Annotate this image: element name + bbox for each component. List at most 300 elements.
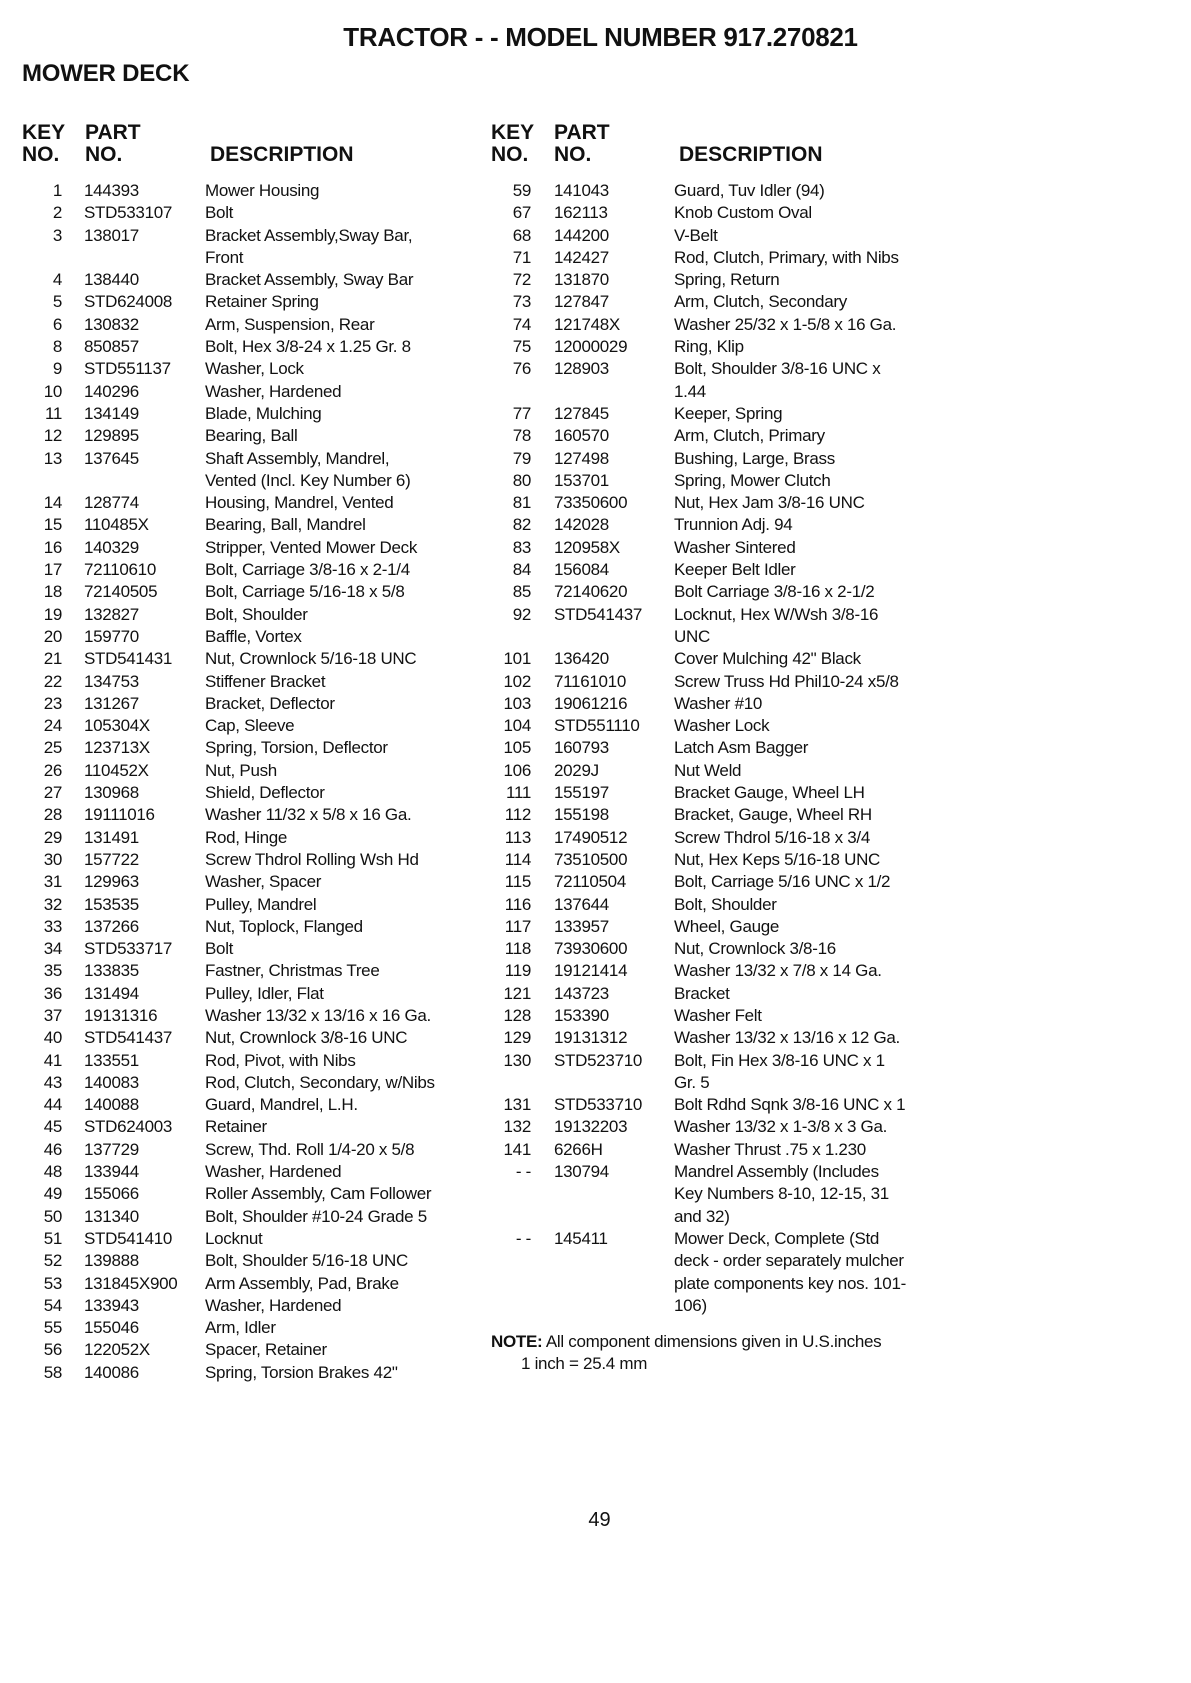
part-description: Screw Thdrol Rolling Wsh Hd (205, 849, 419, 869)
part-description: Bolt Carriage 3/8-16 x 2-1/2 (674, 582, 875, 602)
key-number: 20 (43, 626, 62, 646)
key-number: 19 (43, 604, 62, 624)
part-description: Arm, Suspension, Rear (205, 314, 375, 334)
part-number: 139888 (84, 1251, 139, 1271)
key-number: 50 (43, 1206, 62, 1226)
part-description: Nut Weld (674, 760, 742, 780)
table-row (22, 693, 482, 715)
table-row (491, 425, 951, 447)
part-number: 134753 (84, 671, 139, 691)
key-number: 105 (503, 738, 531, 758)
page-title: TRACTOR - - MODEL NUMBER 917.270821 (343, 22, 858, 52)
table-row (22, 626, 482, 648)
table-row (22, 403, 482, 425)
key-number: 43 (43, 1072, 62, 1092)
part-number: 133551 (84, 1050, 139, 1070)
table-row (491, 336, 951, 358)
part-number: STD533717 (84, 939, 173, 959)
part-description: Bolt, Carriage 5/16 UNC x 1/2 (674, 872, 891, 892)
key-number: 79 (512, 448, 531, 468)
key-number: 15 (43, 515, 62, 535)
part-description: Rod, Clutch, Primary, with Nibs (674, 247, 899, 267)
part-description: V-Belt (674, 225, 718, 245)
key-number: 113 (504, 827, 531, 847)
section-title: MOWER DECK (22, 60, 190, 87)
key-number: 82 (512, 515, 531, 535)
part-number: 157722 (84, 849, 139, 869)
part-description: Bracket Assembly,Sway Bar, Front (205, 225, 413, 267)
table-row (22, 1094, 482, 1116)
key-number: 85 (512, 582, 531, 602)
part-number: STD541437 (84, 1028, 173, 1048)
column-header (22, 122, 482, 170)
table-row (22, 604, 482, 626)
part-description: Locknut (205, 1228, 263, 1248)
table-row (491, 827, 951, 849)
part-description: Bolt, Hex 3/8-24 x 1.25 Gr. 8 (205, 337, 411, 357)
part-number: 128903 (554, 359, 609, 379)
part-description: Ring, Klip (674, 337, 744, 357)
part-description: Mower Deck, Complete (Std deck - order separately mulcher plate components key nos. 101- 106) (674, 1228, 906, 1315)
part-description: Bolt, Carriage 5/16-18 x 5/8 (205, 582, 405, 602)
key-number: 128 (503, 1005, 531, 1025)
part-description: Cover Mulching 42" Black (674, 649, 861, 669)
part-number: STD533710 (554, 1095, 643, 1115)
part-description: Rod, Pivot, with Nibs (205, 1050, 356, 1070)
part-description: Rod, Hinge (205, 827, 288, 847)
key-number: 44 (43, 1095, 62, 1115)
key-number: - - (515, 1162, 531, 1182)
part-header-no: NO. (85, 143, 123, 166)
key-number: 18 (43, 582, 62, 602)
table-row (22, 1161, 482, 1183)
key-number: 141 (503, 1139, 531, 1159)
key-number: 130 (503, 1050, 531, 1070)
table-row (491, 247, 951, 269)
key-header: KEY (491, 121, 535, 144)
part-description: Nut, Hex Jam 3/8-16 UNC (674, 493, 865, 513)
part-description: Washer, Hardened (205, 1295, 342, 1315)
table-row (491, 1139, 951, 1161)
part-description: Latch Asm Bagger (674, 738, 809, 758)
table-row (22, 1273, 482, 1295)
key-number: 131 (503, 1095, 531, 1115)
key-number: 53 (43, 1273, 62, 1293)
part-number: 155198 (554, 805, 609, 825)
key-number: 84 (512, 560, 531, 580)
part-number: 19121414 (554, 961, 628, 981)
part-number: 73350600 (554, 493, 628, 513)
part-description: Bearing, Ball (205, 426, 298, 446)
key-number: 103 (503, 693, 531, 713)
table-row (22, 1116, 482, 1138)
key-number: 40 (43, 1028, 62, 1048)
key-number: 30 (43, 849, 62, 869)
table-row (22, 336, 482, 358)
table-row (22, 180, 482, 202)
part-number: STD541431 (84, 649, 173, 669)
key-number: 117 (504, 916, 531, 936)
part-number: 153535 (84, 894, 139, 914)
part-number: 132827 (84, 604, 139, 624)
table-row (22, 849, 482, 871)
key-number: 49 (43, 1184, 62, 1204)
key-number: 1 (52, 181, 62, 200)
table-row (491, 671, 951, 693)
part-number: 73930600 (554, 939, 628, 959)
table-row (22, 938, 482, 960)
table-row (22, 225, 482, 270)
key-number: 11 (44, 403, 62, 423)
table-row (22, 894, 482, 916)
part-description: Wheel, Gauge (674, 916, 780, 936)
table-row (491, 269, 951, 291)
table-row (491, 849, 951, 871)
part-description: Nut, Crownlock 5/16-18 UNC (205, 649, 417, 669)
part-number: 130968 (84, 783, 139, 803)
part-header-no: NO. (554, 143, 592, 166)
part-number: 153701 (554, 470, 609, 490)
table-row (491, 782, 951, 804)
part-number: 72110610 (84, 560, 156, 580)
part-description: Arm Assembly, Pad, Brake (205, 1273, 399, 1293)
part-number: 110485X (84, 515, 149, 535)
part-description: Pulley, Mandrel (205, 894, 317, 914)
part-description: Housing, Mandrel, Vented (205, 493, 394, 513)
key-number: 8 (52, 337, 62, 357)
column-header (491, 122, 951, 170)
part-number: 12000029 (554, 337, 628, 357)
key-number: 22 (43, 671, 62, 691)
table-row (22, 559, 482, 581)
part-number: 131870 (554, 270, 609, 290)
table-row (491, 559, 951, 581)
table-row (491, 358, 951, 403)
key-number: 35 (43, 961, 62, 981)
part-number: 6266H (554, 1139, 603, 1159)
key-number: 17 (43, 560, 62, 580)
part-number: 127847 (554, 292, 609, 312)
key-number: 101 (503, 649, 531, 669)
key-number: 55 (43, 1318, 62, 1338)
table-row (22, 960, 482, 982)
parts-list-right (491, 180, 951, 1317)
table-row (22, 760, 482, 782)
table-row (22, 358, 482, 380)
part-number: 141043 (554, 181, 609, 200)
part-number: 130832 (84, 314, 139, 334)
part-number: 142427 (554, 247, 609, 267)
part-description: Nut, Hex Keps 5/16-18 UNC (674, 849, 881, 869)
part-number: 143723 (554, 983, 609, 1003)
table-row (491, 514, 951, 536)
description-header: DESCRIPTION (210, 143, 354, 166)
key-number: 45 (43, 1117, 62, 1137)
key-number: 2 (52, 203, 62, 223)
table-row (491, 180, 951, 202)
key-number: 56 (43, 1340, 62, 1360)
key-number: 112 (504, 805, 531, 825)
table-row (22, 514, 482, 536)
part-description: Bracket Assembly, Sway Bar (205, 270, 414, 290)
table-row (491, 871, 951, 893)
table-row (491, 202, 951, 224)
key-number: 73 (512, 292, 531, 312)
key-number: 51 (43, 1228, 62, 1248)
part-description: Bolt, Shoulder 5/16-18 UNC (205, 1251, 408, 1271)
part-number: 155066 (84, 1184, 139, 1204)
table-row (491, 938, 951, 960)
table-row (491, 581, 951, 603)
note-text: All component dimensions given in U.S.inches (542, 1332, 882, 1352)
part-description: Washer Felt (674, 1005, 762, 1025)
part-description: Spring, Torsion Brakes 42" (205, 1362, 398, 1382)
key-number: 121 (503, 983, 531, 1003)
key-header-no: NO. (22, 143, 60, 166)
part-number: 2029J (554, 760, 599, 780)
part-number: STD541437 (554, 604, 643, 624)
part-description: Washer 13/32 x 1-3/8 x 3 Ga. (674, 1117, 888, 1137)
key-number: 27 (43, 783, 62, 803)
table-row (491, 1228, 951, 1317)
table-row (22, 648, 482, 670)
key-number: 37 (43, 1005, 62, 1025)
key-number: 52 (43, 1251, 62, 1271)
part-description: Bolt, Carriage 3/8-16 x 2-1/4 (205, 560, 410, 580)
part-description: Bolt, Fin Hex 3/8-16 UNC x 1 Gr. 5 (674, 1050, 885, 1092)
key-number: 16 (43, 537, 62, 557)
table-row (491, 1161, 951, 1228)
part-number: 17490512 (554, 827, 628, 847)
key-number: 13 (43, 448, 62, 468)
table-row (491, 1027, 951, 1049)
part-number: 850857 (84, 337, 139, 357)
key-number: 129 (503, 1028, 531, 1048)
part-description: Retainer (205, 1117, 267, 1137)
part-description: Roller Assembly, Cam Follower (205, 1184, 432, 1204)
key-number: 54 (43, 1295, 62, 1315)
part-description: Fastner, Christmas Tree (205, 961, 380, 981)
part-number: 159770 (84, 626, 139, 646)
part-number: 138017 (84, 225, 139, 245)
part-number: 131340 (84, 1206, 139, 1226)
key-number: 80 (512, 470, 531, 490)
part-description: Washer #10 (674, 693, 763, 713)
key-number: 102 (503, 671, 531, 691)
part-description: Screw Thdrol 5/16-18 x 3/4 (674, 827, 870, 847)
part-number: 156084 (554, 560, 609, 580)
part-number: 19131316 (84, 1005, 158, 1025)
table-row (22, 1250, 482, 1272)
page-number: 49 (588, 1509, 611, 1531)
key-number: 116 (504, 894, 531, 914)
table-row (22, 381, 482, 403)
table-row (491, 492, 951, 514)
part-number: STD551137 (84, 359, 171, 379)
part-description: Bolt, Shoulder (205, 604, 308, 624)
part-number: 137266 (84, 916, 139, 936)
key-number: - - (515, 1228, 531, 1248)
part-description: Guard, Mandrel, L.H. (205, 1095, 358, 1115)
part-number: 73510500 (554, 849, 628, 869)
key-number: 74 (512, 314, 531, 334)
part-description: Bolt (205, 203, 234, 223)
part-number: 121748X (554, 314, 620, 334)
table-row (491, 693, 951, 715)
key-number: 119 (504, 961, 531, 981)
table-row (22, 1295, 482, 1317)
part-description: Mower Housing (205, 181, 320, 200)
table-row (491, 804, 951, 826)
description-header: DESCRIPTION (679, 143, 823, 166)
part-number: 133957 (554, 916, 609, 936)
table-row (491, 537, 951, 559)
key-number: 72 (512, 270, 531, 290)
table-row (22, 448, 482, 493)
part-description: Rod, Clutch, Secondary, w/Nibs (205, 1072, 435, 1092)
part-number: 131494 (84, 983, 139, 1003)
note-conversion: 1 inch = 25.4 mm (521, 1354, 648, 1374)
key-number: 83 (512, 537, 531, 557)
table-row (22, 581, 482, 603)
part-number: 72110504 (554, 872, 626, 892)
table-row (22, 1362, 482, 1384)
part-number: 19131312 (554, 1028, 628, 1048)
part-number: 145411 (554, 1228, 608, 1248)
part-number: 19111016 (84, 805, 155, 825)
table-row (491, 960, 951, 982)
table-row (22, 827, 482, 849)
part-number: 128774 (84, 493, 139, 513)
key-number: 32 (43, 894, 62, 914)
key-number: 46 (43, 1139, 62, 1159)
key-number: 71 (512, 247, 531, 267)
table-row (22, 1228, 482, 1250)
part-description: Guard, Tuv Idler (94) (674, 181, 825, 200)
part-description: Nut, Push (205, 760, 277, 780)
part-description: Keeper Belt Idler (674, 560, 796, 580)
key-number: 48 (43, 1162, 62, 1182)
part-number: 162113 (554, 203, 608, 223)
key-number: 41 (43, 1050, 62, 1070)
table-row (22, 1027, 482, 1049)
key-number: 76 (512, 359, 531, 379)
part-number: 19061216 (554, 693, 628, 713)
key-number: 104 (503, 716, 531, 736)
part-description: Shaft Assembly, Mandrel, Vented (Incl. Key Number 6) (205, 448, 411, 490)
part-number: 110452X (84, 760, 149, 780)
part-description: Blade, Mulching (205, 403, 322, 423)
table-row (491, 715, 951, 737)
part-description: Trunnion Adj. 94 (674, 515, 793, 535)
key-number: 111 (506, 783, 531, 803)
table-row (22, 1072, 482, 1094)
part-description: Bracket, Deflector (205, 693, 335, 713)
part-description: Baffle, Vortex (205, 626, 302, 646)
part-description: Washer Thrust .75 x 1.230 (674, 1139, 866, 1159)
part-number: 155197 (554, 783, 609, 803)
part-number: 144200 (554, 225, 609, 245)
table-row (22, 1139, 482, 1161)
key-number: 81 (512, 493, 531, 513)
table-row (491, 648, 951, 670)
part-description: Washer 13/32 x 13/16 x 12 Ga. (674, 1028, 900, 1048)
parts-column-left (22, 122, 482, 1384)
part-number: 127498 (554, 448, 609, 468)
table-row (491, 1005, 951, 1027)
part-number: 144393 (84, 181, 139, 200)
table-row (22, 314, 482, 336)
table-row (22, 1206, 482, 1228)
part-description: Shield, Deflector (205, 783, 325, 803)
part-number: 140088 (84, 1095, 139, 1115)
part-number: 122052X (84, 1340, 150, 1360)
key-number: 132 (503, 1117, 531, 1137)
key-header-no: NO. (491, 143, 529, 166)
key-number: 115 (504, 872, 531, 892)
part-description: Bracket, Gauge, Wheel RH (674, 805, 872, 825)
key-number: 12 (43, 426, 62, 446)
part-number: 133944 (84, 1162, 139, 1182)
part-number: 129963 (84, 872, 139, 892)
table-row (22, 916, 482, 938)
key-number: 24 (43, 716, 62, 736)
part-number: 160793 (554, 738, 609, 758)
part-description: Knob Custom Oval (674, 203, 812, 223)
part-number: 140329 (84, 537, 139, 557)
table-row (22, 804, 482, 826)
part-description: Washer Lock (674, 716, 770, 736)
key-number: 14 (43, 493, 62, 513)
part-description: Bolt, Shoulder #10-24 Grade 5 (205, 1206, 427, 1226)
part-description: Screw, Thd. Roll 1/4-20 x 5/8 (205, 1139, 415, 1159)
part-description: Keeper, Spring (674, 403, 783, 423)
part-number: STD551110 (554, 716, 640, 736)
key-number: 36 (43, 983, 62, 1003)
key-number: 9 (52, 359, 62, 379)
key-header: KEY (22, 121, 66, 144)
part-number: 133835 (84, 961, 139, 981)
part-description: Arm, Idler (205, 1318, 276, 1338)
part-number: 133943 (84, 1295, 139, 1315)
table-row (22, 291, 482, 313)
part-number: 105304X (84, 716, 150, 736)
table-row (22, 1050, 482, 1072)
key-number: 31 (43, 872, 62, 892)
key-number: 34 (43, 939, 62, 959)
part-description: Bracket (674, 983, 730, 1003)
table-row (491, 314, 951, 336)
part-number: 134149 (84, 403, 139, 423)
table-row (491, 448, 951, 470)
key-number: 118 (504, 939, 531, 959)
part-number: STD523710 (554, 1050, 643, 1070)
table-row (22, 1317, 482, 1339)
parts-list-left (22, 180, 482, 1384)
table-row (491, 1050, 951, 1095)
table-row (491, 470, 951, 492)
part-number: 137644 (554, 894, 609, 914)
key-number: 114 (504, 849, 531, 869)
part-number: STD624008 (84, 292, 173, 312)
part-description: Stripper, Vented Mower Deck (205, 537, 418, 557)
part-number: 123713X (84, 738, 150, 758)
key-number: 68 (512, 225, 531, 245)
key-number: 10 (43, 381, 62, 401)
part-description: Mandrel Assembly (Includes Key Numbers 8-10, 12-15, 31 and 32) (674, 1162, 889, 1226)
table-row (491, 916, 951, 938)
part-number: 140086 (84, 1362, 139, 1382)
